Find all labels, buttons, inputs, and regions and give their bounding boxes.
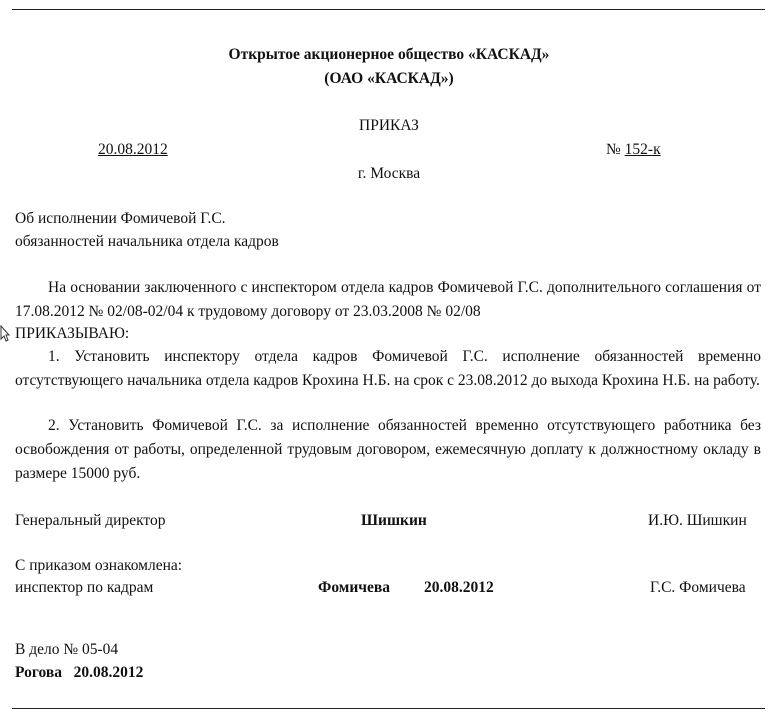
signature-position: Генеральный директор: [15, 512, 166, 529]
doc-type: ПРИКАЗ: [359, 117, 419, 134]
doc-number-value: 152-к: [624, 141, 661, 158]
doc-city: г. Москва: [357, 165, 421, 182]
signature-sign: Шишкин: [361, 512, 427, 529]
order-word: ПРИКАЗЫВАЮ:: [15, 325, 130, 342]
filing-sign: Рогова: [15, 664, 62, 681]
org-short-name: (ОАО «КАСКАД»): [324, 70, 454, 87]
acquaintance-date: 20.08.2012: [424, 579, 494, 596]
acquaintance-sign: Фомичева: [318, 579, 390, 596]
filing-date: 20.08.2012: [73, 664, 144, 681]
text-cursor-icon: [0, 325, 10, 343]
subject-line-2: обязанностей начальника отдела кадров: [15, 233, 279, 250]
subject-line-1: Об исполнении Фомичевой Г.С.: [15, 210, 226, 227]
doc-number: [606, 139, 661, 161]
top-rule: [12, 9, 765, 10]
doc-number-prefix: №: [606, 141, 625, 158]
acquaintance-name: Г.С. Фомичева: [650, 579, 746, 596]
filing-sign-and-date: [15, 662, 143, 684]
preamble-paragraph: На основании заключенного с инспектором отдела кадров Фомичевой Г.С. дополнительного соглашения от 17.08.2012 № 02/08-02/04 к трудовому договору от 23.03.2008 № 02/08: [15, 279, 761, 320]
order-item-2: 2. Установить Фомичевой Г.С. за исполнение обязанностей временно отсутствующего работника без освобождения от работы, определенной трудовым договором, ежемесячную доплату к должностному окладу в размере 15000 руб.: [15, 417, 761, 482]
acquaintance-label: С приказом ознакомлена:: [15, 557, 183, 574]
filing-label: В дело № 05-04: [15, 641, 119, 658]
org-full-name: Открытое акционерное общество «КАСКАД»: [228, 46, 550, 63]
order-item-1: 1. Установить инспектору отдела кадров Фомичевой Г.С. исполнение обязанностей временно отсутствующего начальника отдела кадров Крохина Н.Б. на срок с 23.08.2012 до выхода Крохина Н.Б. на работу.: [15, 348, 761, 389]
bottom-rule: [12, 708, 765, 709]
acquaintance-position: инспектор по кадрам: [15, 579, 154, 596]
doc-date: 20.08.2012: [98, 141, 168, 158]
signature-name: И.Ю. Шишкин: [648, 512, 747, 529]
